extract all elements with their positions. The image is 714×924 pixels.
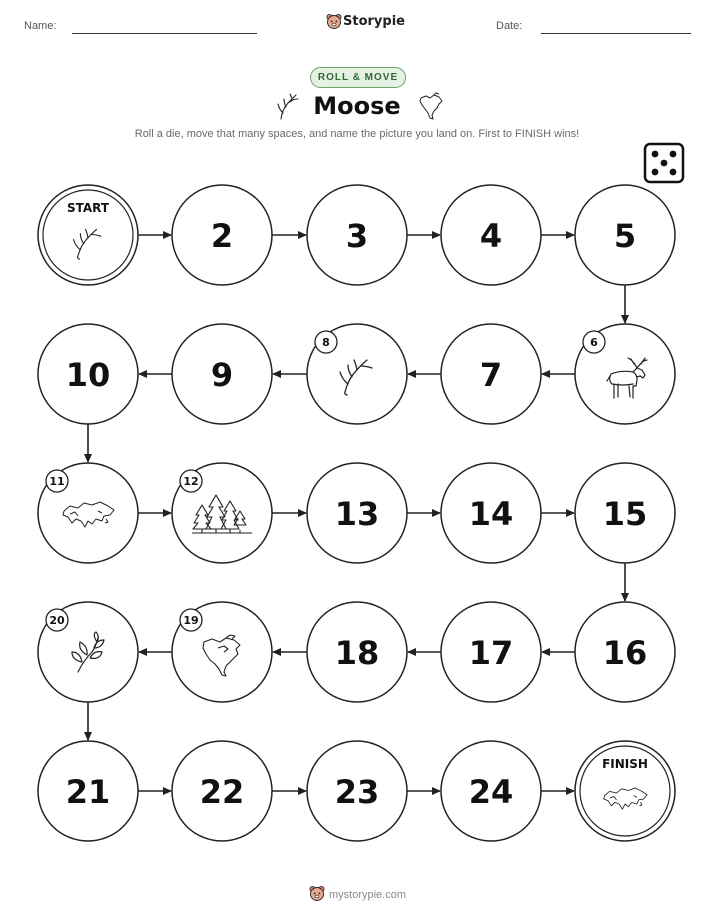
- space-number: 13: [334, 495, 380, 533]
- board-space-7: [441, 324, 541, 424]
- space-number: 3: [345, 217, 369, 255]
- board-space-9: [172, 324, 272, 424]
- space-number-badge: 6: [590, 336, 598, 349]
- name-label: Name:: [24, 20, 57, 32]
- space-number: 22: [199, 773, 245, 811]
- space-number: 7: [479, 356, 503, 394]
- space-number: 14: [468, 495, 514, 533]
- storypie-footer-logo-icon: [309, 885, 327, 903]
- board-space-24: [441, 741, 541, 841]
- board-space-4: [441, 185, 541, 285]
- board-space-6: [575, 324, 675, 424]
- board-space-start: [38, 185, 138, 285]
- space-number: 18: [334, 634, 380, 672]
- board-space-14: [441, 463, 541, 563]
- board-space-23: [307, 741, 407, 841]
- board-space-19: [172, 602, 272, 702]
- space-number: 21: [65, 773, 111, 811]
- space-number: 17: [468, 634, 514, 672]
- game-title: Moose: [313, 92, 401, 120]
- space-number: 24: [468, 773, 514, 811]
- board-space-22: [172, 741, 272, 841]
- board-space-15: [575, 463, 675, 563]
- space-label: START: [66, 201, 110, 215]
- board-space-11: [38, 463, 138, 563]
- footer-url[interactable]: mystorypie.com: [329, 889, 407, 901]
- board-space-2: [172, 185, 272, 285]
- space-number-badge: 8: [322, 336, 330, 349]
- space-number: 10: [65, 356, 111, 394]
- board-space-18: [307, 602, 407, 702]
- game-type-badge: ROLL & MOVE: [310, 67, 406, 88]
- date-label: Date:: [496, 20, 523, 32]
- board-space-13: [307, 463, 407, 563]
- space-number: 4: [479, 217, 503, 255]
- board-space-20: [38, 602, 138, 702]
- board-space-5: [575, 185, 675, 285]
- board-spaces: [38, 185, 675, 841]
- instructions: Roll a die, move that many spaces, and name the picture you land on. First to FINISH wins!: [134, 128, 580, 140]
- board-space-17: [441, 602, 541, 702]
- brand-name: Storypie: [343, 14, 405, 29]
- board-space-16: [575, 602, 675, 702]
- space-number: 2: [210, 217, 234, 255]
- board-space-12: [172, 463, 272, 563]
- space-number: 15: [602, 495, 648, 533]
- space-number: 23: [334, 773, 380, 811]
- space-number-badge: 11: [49, 475, 65, 488]
- space-number: 5: [613, 217, 637, 255]
- board-space-finish: [575, 741, 675, 841]
- board-space-21: [38, 741, 138, 841]
- board-space-3: [307, 185, 407, 285]
- space-number: 16: [602, 634, 648, 672]
- space-number-badge: 12: [183, 475, 199, 488]
- space-number: 9: [210, 356, 234, 394]
- space-number-badge: 19: [183, 614, 199, 627]
- space-label: FINISH: [602, 757, 648, 771]
- board-space-10: [38, 324, 138, 424]
- space-number-badge: 20: [49, 614, 65, 627]
- board-space-8: [307, 324, 407, 424]
